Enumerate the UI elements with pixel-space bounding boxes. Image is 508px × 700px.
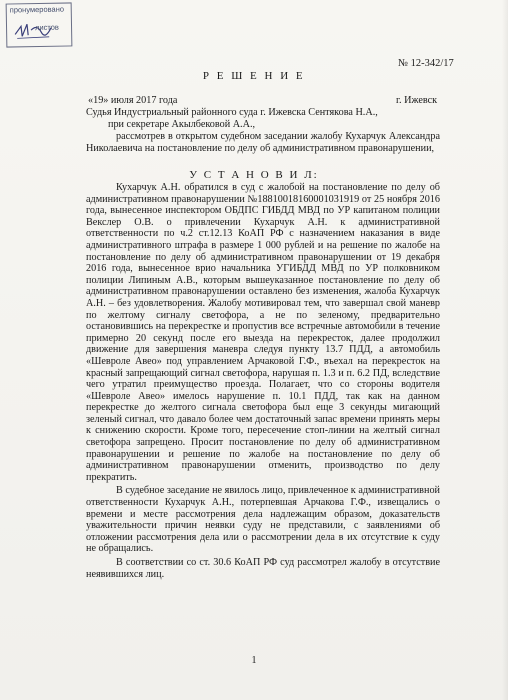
intro-paragraph bbox=[86, 131, 440, 154]
stamp-label-numbered: пронумеровано bbox=[9, 4, 65, 15]
page-edge-shadow bbox=[502, 0, 508, 700]
case-number: № 12-342/17 bbox=[398, 58, 454, 69]
intro-text: рассмотрев в открытом судебном заседании жалобу Кухарчук Александра Николаевича на постановление по делу об административном правонарушении, bbox=[86, 131, 440, 154]
stamp-label-sheets: листов bbox=[34, 22, 59, 33]
paragraph-absence: В судебное заседание не явилось лицо, привлеченное к административной ответственности Кухарчук А.Н., потерпевшая Арчакова Г.Ф., извещались о времени и месте рассмотрения дела надлежащим образом, доказательств уважительности причин неявки суду не представили, с заявлениями об отложении рассмотрения дела или о рассмотрении дела в их отсутствие к суду не обращались. bbox=[86, 485, 440, 555]
body-text bbox=[86, 182, 440, 580]
document-title: Р Е Ш Е Н И Е bbox=[202, 70, 306, 82]
decision-date: «19» июля 2017 года bbox=[88, 95, 178, 106]
judge-line: Судья Индустриальный районного суда г. Ижевска Сентякова Н.А., bbox=[86, 107, 378, 118]
section-heading: У С Т А Н О В И Л: bbox=[189, 169, 319, 181]
pagination-stamp bbox=[6, 2, 73, 47]
secretary-line: при секретаре Акылбековой А.А., bbox=[108, 119, 256, 130]
paragraph-complaint: Кухарчук А.Н. обратился в суд с жалобой на постановление по делу об административном правонарушении №18810018160001031919 от 25 ноября 2016 года, вынесенное инспектором ОБДПС ГИБДД МВД по УР капитаном полиции Векслер О.В. о привлечении Кухарчук А.Н. к административной ответственности по ч.2 ст.12.13 КоАП РФ с назначением наказания в виде административного штрафа в размере 1 000 рублей и на решение по жалобе на постановление по делу об административном правонарушении от 19 декабря 2016 года, вынесенное врио начальника УГИБДД МВД по УР полковником полиции Липиным А.В., которым вышеуказанное постановление по делу об административном правонарушении оставлено без изменения, жалоба Кухарчук А.Н. – без удовлетворения. Жалобу мотивировал тем, что завершал свой маневр по желтому сигналу светофора, а не по зеленому, предварительно остановившись на перекрестке и пропустив все встречные автомобили в течение примерно 20 секунд после его выезда на перекресток, далее продолжил движение для завершения маневра следуя пункту 13.7 ПДД, а автомобиль «Шевроле Авео» под управлением Арчаковой Г.Ф., въехал на перекресток на красный запрещающий сигнал светофора, нарушая п. 1.3 и п. 6.2 ПД, вследствие чего утратил преимущество проезда. Полагает, что со стороны водителя «Шевроле Авео» имелось нарушение п. 10.1 ПДД, так как на данном перекрестке до желтого сигнала светофора был еще 3 секунды мигающий зеленый сигнал, что давало более чем достаточный запас времени принять меры к снижению скорости. Кроме того, пересечение стоп-линии на желтый сигнал светофора запрещено. Просит постановление по делу об административном правонарушении и решение по жалобе на постановление по делу об административном правонарушении отменить, производство по делу прекратить. bbox=[86, 182, 440, 483]
page-number: 1 bbox=[251, 655, 257, 666]
decision-city: г. Ижевск bbox=[396, 95, 438, 106]
paragraph-article: В соответствии со ст. 30.6 КоАП РФ суд рассмотрел жалобу в отсутствие неявившихся лиц. bbox=[86, 557, 440, 580]
